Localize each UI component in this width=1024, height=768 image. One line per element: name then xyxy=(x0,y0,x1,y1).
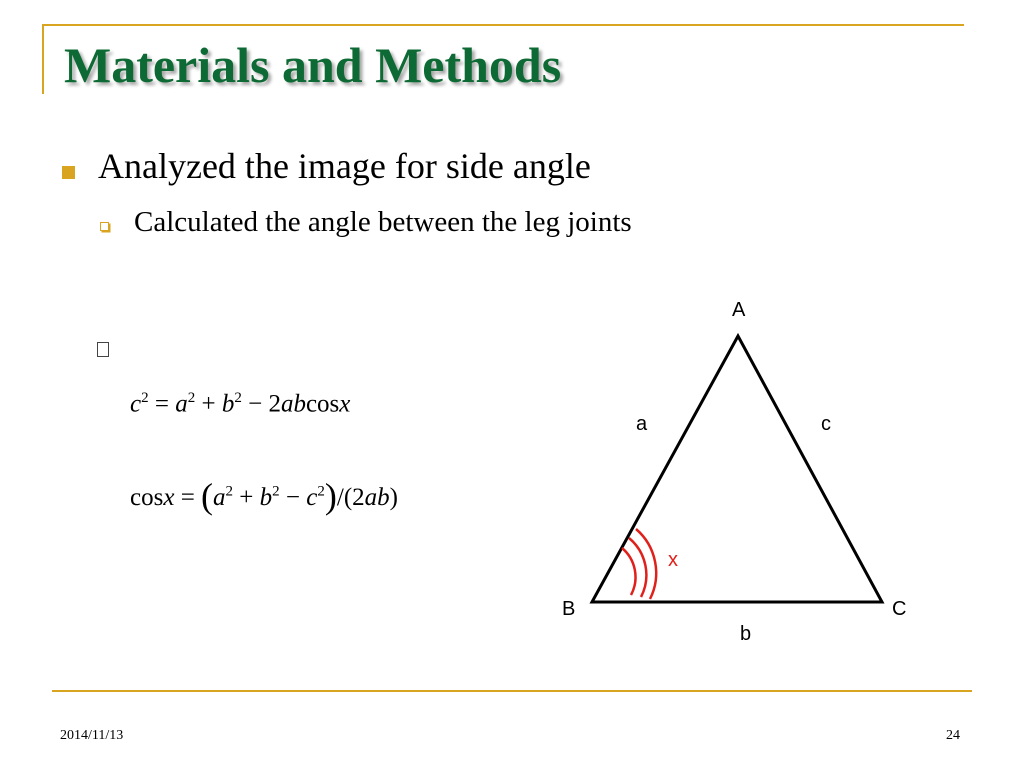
vertex-label-a: A xyxy=(732,299,746,321)
footer-rule xyxy=(52,690,972,692)
missing-glyph-icon xyxy=(97,342,109,357)
square-bullet-icon xyxy=(62,166,75,179)
hollow-square-bullet-icon xyxy=(100,222,109,231)
angle-arc-inner xyxy=(622,548,636,595)
triangle-shape xyxy=(592,336,882,602)
law-of-cosines-equation: $c^2 = a^2 + b^2 - 2abcosx$ xyxy=(130,390,351,418)
cosine-solution-equation: $\cos x = (a^2 + b^2 - c^2)/(2ab)$ xyxy=(130,476,398,516)
bullet-level2-text: Calculated the angle between the leg joints xyxy=(134,206,632,238)
top-accent-rule xyxy=(42,24,964,26)
footer-date: 2014/11/13 xyxy=(60,728,124,743)
page-number: 24 xyxy=(946,728,960,743)
triangle-diagram xyxy=(560,290,940,660)
vertex-label-b: B xyxy=(562,598,576,620)
left-accent-rule xyxy=(42,24,44,94)
angle-arc-middle xyxy=(629,538,646,597)
bullet-level1-text: Analyzed the image for side angle xyxy=(98,146,591,186)
angle-label-x: x xyxy=(668,549,678,571)
side-label-c: c xyxy=(821,413,831,435)
slide-title: Materials and Methods xyxy=(64,37,562,93)
side-label-b: b xyxy=(740,623,752,645)
side-label-a: a xyxy=(636,413,648,435)
vertex-label-c: C xyxy=(892,598,907,620)
